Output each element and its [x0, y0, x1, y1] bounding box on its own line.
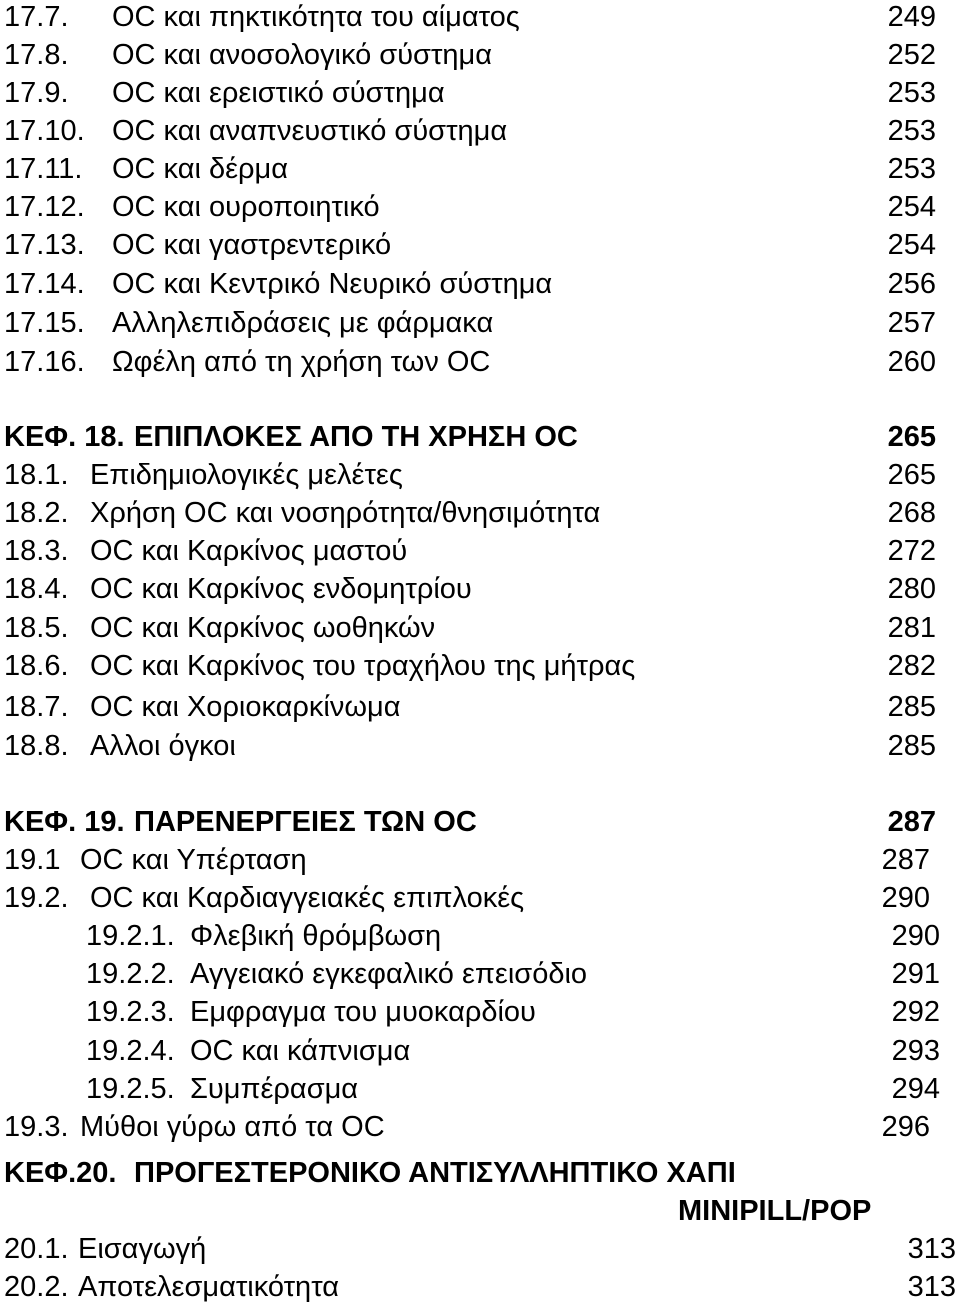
- toc-entry-number: 18.8.: [4, 730, 69, 762]
- toc-entry-title: ΟC και κάπνισμα: [190, 1035, 411, 1067]
- toc-entry: [0, 1232, 960, 1266]
- toc-entry-title: Αλλοι όγκοι: [90, 730, 236, 762]
- toc-entry-page-number: 281: [887, 612, 936, 644]
- toc-entry-number: 17.7.: [4, 1, 69, 33]
- toc-entry-page-number: 260: [887, 346, 936, 378]
- toc-entry-number: 18.6.: [4, 650, 69, 682]
- toc-entry-number: 19.2.: [4, 882, 69, 914]
- toc-entry-number: 18.5.: [4, 612, 69, 644]
- toc-entry-title: Εμφραγμα του μυοκαρδίου: [190, 996, 536, 1028]
- toc-entry-number: 19.2.4.: [86, 1035, 175, 1067]
- toc-entry-number: 19.1: [4, 844, 61, 876]
- toc-entry: [0, 152, 960, 186]
- toc-entry-page-number: 254: [887, 229, 936, 261]
- toc-entry-number: 19.2.5.: [86, 1073, 175, 1105]
- toc-chapter-heading: [0, 805, 960, 839]
- toc-entry-number: 18.1.: [4, 459, 69, 491]
- toc-entry-page-number: 280: [887, 573, 936, 605]
- toc-entry: [0, 228, 960, 262]
- toc-entry-title: ΟC και δέρμα: [112, 153, 289, 185]
- toc-entry-title: Αγγειακό εγκεφαλικό επεισόδιο: [190, 958, 588, 990]
- toc-entry-title: Επιδημιολογικές μελέτες: [90, 459, 403, 491]
- toc-entry: [0, 306, 960, 340]
- toc-entry-number: 19.2.1.: [86, 920, 175, 952]
- toc-entry-title: ΟC και Καρκίνος του τραχήλου της μήτρας: [90, 650, 636, 682]
- toc-entry-number: ΚΕΦ. 18.: [4, 421, 125, 453]
- toc-entry-number: 19.2.3.: [86, 996, 175, 1028]
- toc-entry-number: 17.14.: [4, 268, 85, 300]
- toc-entry-title: Αποτελεσματικότητα: [78, 1271, 339, 1303]
- toc-entry-title: Ωφέλη από τη χρήση των ΟC: [112, 346, 491, 378]
- toc-entry-page-number: 282: [887, 650, 936, 682]
- toc-entry-page-number: 287: [881, 844, 930, 876]
- toc-entry-number: 17.11.: [4, 153, 83, 185]
- toc-entry-page-number: 257: [887, 307, 936, 339]
- toc-entry: [0, 345, 960, 379]
- toc-entry: [0, 729, 960, 763]
- toc-entry-number: 17.16.: [4, 346, 85, 378]
- toc-entry-title: ΕΠΙΠΛΟΚΕΣ ΑΠΟ ΤΗ ΧΡΗΣΗ ΟC: [134, 421, 578, 453]
- toc-chapter-heading: [0, 420, 960, 454]
- toc-entry-number: 18.2.: [4, 497, 69, 529]
- toc-entry-title: ΟC και Κεντρικό Νευρικό σύστημα: [112, 268, 553, 300]
- toc-entry-title: ΟC και γαστρεντερικό: [112, 229, 392, 261]
- toc-entry-number: 17.9.: [4, 77, 69, 109]
- toc-entry-title: ΟC και πηκτικότητα του αίματος: [112, 1, 520, 33]
- toc-entry-page-number: 253: [887, 153, 936, 185]
- toc-entry-number: ΚΕΦ.20.: [4, 1157, 117, 1189]
- toc-entry-page-number: 290: [881, 882, 930, 914]
- toc-entry-page-number: 285: [887, 691, 936, 723]
- toc-entry-title: Μύθοι γύρω από τα ΟC: [80, 1111, 385, 1143]
- toc-entry-page-number: 256: [887, 268, 936, 300]
- toc-entry: [0, 190, 960, 224]
- toc-entry-number: 17.8.: [4, 39, 69, 71]
- toc-entry-title: ΟC και ανοσολογικό σύστημα: [112, 39, 493, 71]
- toc-entry-number: 17.13.: [4, 229, 85, 261]
- toc-entry: [0, 919, 960, 953]
- toc-entry-page-number: 292: [891, 996, 940, 1028]
- toc-entry-title: ΟC και Καρκίνος ωοθηκών: [90, 612, 436, 644]
- toc-entry-page-number: 294: [891, 1073, 940, 1105]
- toc-entry-title: ΟC και Χοριοκαρκίνωμα: [90, 691, 401, 723]
- toc-entry: [0, 1110, 960, 1144]
- toc-entry-number: 18.4.: [4, 573, 69, 605]
- toc-entry-number: 17.15.: [4, 307, 85, 339]
- toc-entry-number: 17.12.: [4, 191, 85, 223]
- toc-entry: [0, 881, 960, 915]
- toc-entry-page-number: 287: [887, 806, 936, 838]
- toc-entry-number: 18.7.: [4, 691, 69, 723]
- toc-entry-number: 17.10.: [4, 115, 85, 147]
- toc-entry-number: 19.3.: [4, 1111, 69, 1143]
- toc-entry-title: Φλεβική θρόμβωση: [190, 920, 442, 952]
- toc-chapter-heading-continuation: MINIPILL/POP: [678, 1195, 872, 1227]
- toc-entry-title: Χρήση ΟC και νοσηρότητα/θνησιμότητα: [90, 497, 601, 529]
- toc-entry: [0, 843, 960, 877]
- toc-entry-page-number: 272: [887, 535, 936, 567]
- toc-entry-page-number: 290: [891, 920, 940, 952]
- toc-entry: [0, 534, 960, 568]
- toc-entry-page-number: 296: [881, 1111, 930, 1143]
- toc-entry-page-number: 313: [907, 1271, 956, 1303]
- toc-entry-number: 20.2.: [4, 1271, 69, 1303]
- toc-entry: [0, 572, 960, 606]
- toc-entry-page-number: 253: [887, 115, 936, 147]
- toc-entry-title: ΠΑΡΕΝΕΡΓΕΙΕΣ ΤΩΝ ΟC: [134, 806, 477, 838]
- toc-entry-title: ΟC και αναπνευστικό σύστημα: [112, 115, 508, 147]
- toc-entry-page-number: 265: [887, 421, 936, 453]
- toc-entry-number: 20.1.: [4, 1233, 69, 1265]
- toc-entry-title: ΟC και Καρκίνος ενδομητρίου: [90, 573, 472, 605]
- toc-entry-page-number: 313: [907, 1233, 956, 1265]
- toc-entry-page-number: 265: [887, 459, 936, 491]
- toc-entry: [0, 38, 960, 72]
- toc-entry: [0, 957, 960, 991]
- toc-entry: [0, 496, 960, 530]
- toc-entry-number: ΚΕΦ. 19.: [4, 806, 125, 838]
- toc-entry: [0, 458, 960, 492]
- toc-entry-number: 19.2.2.: [86, 958, 175, 990]
- toc-entry: [0, 267, 960, 301]
- toc-entry-title: ΠΡΟΓΕΣΤΕΡΟΝΙΚΟ ΑΝΤΙΣΥΛΛΗΠΤΙΚΟ ΧΑΠΙ: [134, 1157, 736, 1189]
- toc-entry: [0, 114, 960, 148]
- toc-entry: [0, 995, 960, 1029]
- toc-entry-title: ΟC και ουροποιητικό: [112, 191, 380, 223]
- toc-entry-page-number: 252: [887, 39, 936, 71]
- toc-entry: [0, 1072, 960, 1106]
- toc-entry-title: ΟC και Καρκίνος μαστού: [90, 535, 408, 567]
- toc-chapter-heading: [0, 1156, 960, 1190]
- toc-entry: [0, 611, 960, 645]
- toc-entry-page-number: 249: [887, 1, 936, 33]
- toc-entry: [0, 1270, 960, 1304]
- toc-entry-number: 18.3.: [4, 535, 69, 567]
- toc-entry-page-number: 293: [891, 1035, 940, 1067]
- toc-entry-title: Αλληλεπιδράσεις με φάρμακα: [112, 307, 494, 339]
- toc-entry: [0, 0, 960, 34]
- toc-entry-title: ΟC και ερειστικό σύστημα: [112, 77, 445, 109]
- toc-entry-title: Συμπέρασμα: [190, 1073, 359, 1105]
- toc-entry: [0, 649, 960, 683]
- toc-entry: [0, 76, 960, 110]
- toc-entry-page-number: 253: [887, 77, 936, 109]
- toc-entry-page-number: 285: [887, 730, 936, 762]
- toc-entry-title: Εισαγωγή: [78, 1233, 207, 1265]
- toc-entry-page-number: 254: [887, 191, 936, 223]
- toc-entry-title: ΟC και Καρδιαγγειακές επιπλοκές: [90, 882, 525, 914]
- toc-entry: [0, 690, 960, 724]
- toc-entry: [0, 1034, 960, 1068]
- toc-entry-page-number: 268: [887, 497, 936, 529]
- toc-entry-page-number: 291: [891, 958, 940, 990]
- toc-entry-title: ΟC και Υπέρταση: [80, 844, 307, 876]
